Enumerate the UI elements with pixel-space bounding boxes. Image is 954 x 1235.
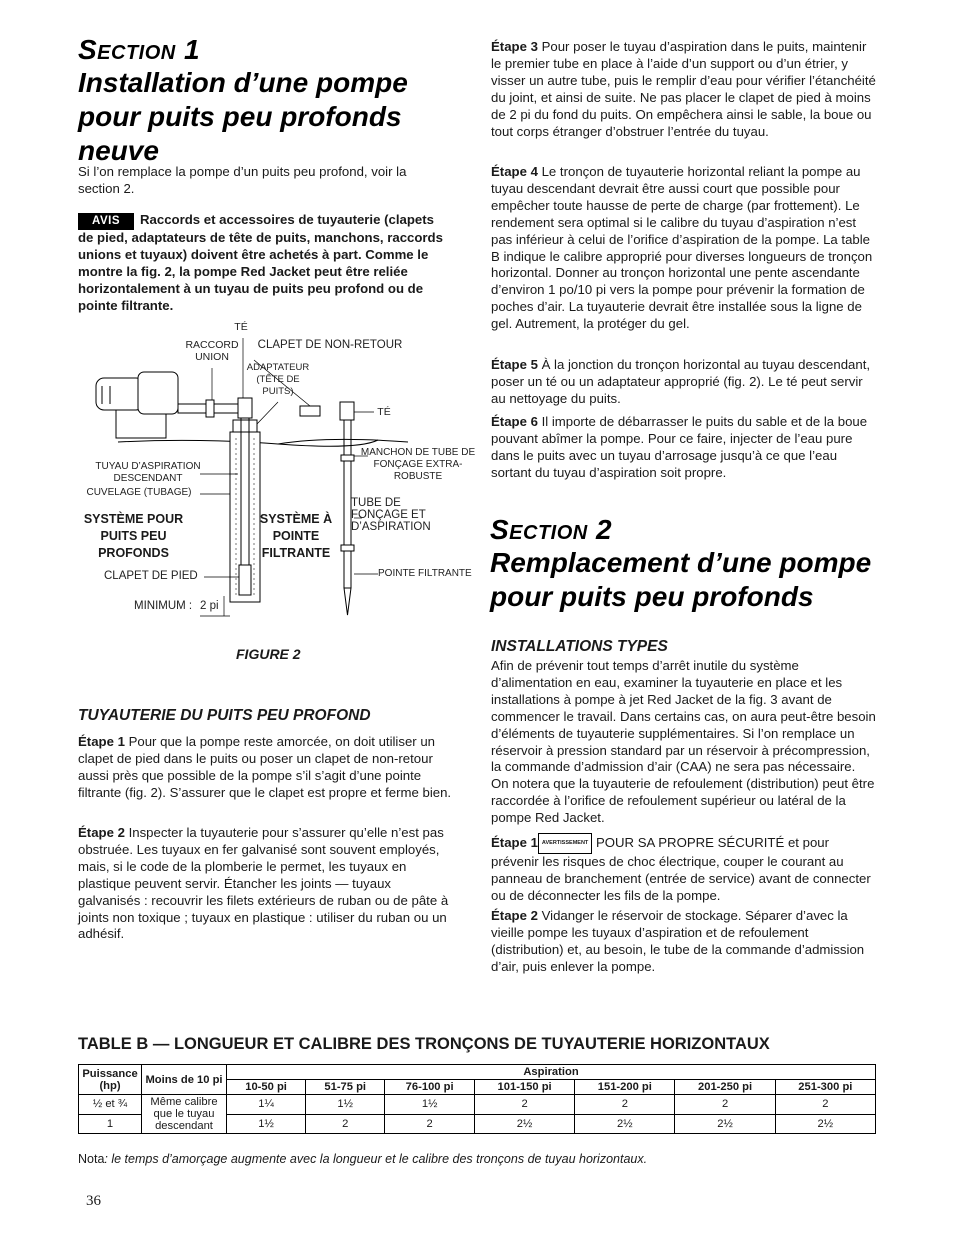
right-tee xyxy=(340,402,354,420)
table-b xyxy=(78,1064,876,1134)
cell-value: 1½ xyxy=(385,1095,475,1115)
step-text: Il importe de débarrasser le puits du sable et de la boue pouvant abîmer la pompe. Pour ce faire, injecter de l’eau pure dans le puits avec un tuyau d’arrosage jusqu’à ce que l’eau sortant du tuyau d’aspiration soit propre. xyxy=(491,414,868,480)
section1-heading xyxy=(78,34,478,168)
section2-intro: Afin de prévenir tout temps d’arrêt inutile du système d’alimentation en eau, examiner la tuyauterie en place et les installations à pompe à jet Red Jacket de la fig. 3 avant de commencer le travail. Dans certains cas, on aura peut-être besoin d’éléments de tuyauterie supplémentaires. Si l’on remplace un réservoir à pression standard par un réservoir à précompression, la commande d’admission d’air (CAA) ne sera pas nécessaire. On notera que la tuyauterie de refoulement (distribution) peut être raccordée à l’orifice de refoulement supérieur ou latéral de la pompe Red Jacket. xyxy=(491,658,876,826)
ground-line-right xyxy=(278,439,408,444)
step-text: Pour que la pompe reste amorcée, on doit utiliser un clapet de pied dans le puits ou poser un clapet de non-retour aussi près que possible de la pompe s’il s’agit d’une pointe filtrante (fig. 2). S’assurer que le clapet est propre et ferme bien. xyxy=(78,734,452,800)
col-header: 251-300 pi xyxy=(775,1080,875,1095)
step-label: Étape 5 xyxy=(491,357,538,372)
section2-kicker: Section 2 xyxy=(490,514,613,545)
avis-notice xyxy=(78,212,448,314)
tuyauterie-heading: TUYAUTERIE DU PUITS PEU PROFOND xyxy=(78,707,371,724)
cell-hp: 1 xyxy=(79,1114,142,1134)
foot-valve xyxy=(239,565,251,595)
cell-value: 2 xyxy=(306,1114,385,1134)
note-text: : le temps d’amorçage augmente avec la longueur et le calibre des tronçons de tuyau horizontaux. xyxy=(104,1152,648,1166)
label-te-top: TÉ xyxy=(234,321,248,333)
label-pointe-filtrante: POINTE FILTRANTE xyxy=(378,568,472,579)
warning-badge: AVERTISSEMENT xyxy=(538,833,592,854)
page-number: 36 xyxy=(86,1193,101,1209)
cell-value: 2½ xyxy=(575,1114,675,1134)
col-header: 151-200 pi xyxy=(575,1080,675,1095)
cell-value: 1½ xyxy=(227,1114,306,1134)
step-label: Étape 2 xyxy=(78,825,125,840)
label-cuvelage: CUVELAGE (TUBAGE) xyxy=(86,487,192,498)
label-adaptateur: ADAPTATEUR (TÊTE DE PUITS) xyxy=(246,362,310,397)
cell-hp: ½ et ¾ xyxy=(79,1095,142,1115)
step-text: Pour poser le tuyau d’aspiration dans le puits, maintenir le premier tube en place à l’aide d’un support ou d’un étrier, y visser un autre tube, puis le remplir d’eau pour vérifier l’étanchéité du joint, et ainsi de suite. Ne pas placer le clapet de pied à moins de 2 pi du fond du puits. On empêchera ainsi le sable, la boue ou tout corps étranger d’obstruer l’entrée du tuyau. xyxy=(491,39,876,139)
section1-intro: Si l’on remplace la pompe d’un puits peu profond, voir la section 2. xyxy=(78,164,407,196)
label-tube-foncage: TUBE DE FONÇAGE ET D’ASPIRATION xyxy=(351,497,431,533)
label-systeme-puits: SYSTÈME POUR PUITS PEU PROFONDS xyxy=(83,512,184,560)
col-header: 51-75 pi xyxy=(306,1080,385,1095)
section1-title-line1: Installation d’une pompe xyxy=(78,67,408,98)
tee-fitting xyxy=(238,398,252,418)
table-note xyxy=(78,1152,647,1166)
step-label: Étape 6 xyxy=(491,414,538,429)
step-text: À la jonction du tronçon horizontal au tuyau descendant, poser un té ou un adaptateur approprié (fig. 2). Le té peut servir au nettoyage du puits. xyxy=(491,357,871,406)
pump-housing xyxy=(138,372,178,414)
tuyauterie-step-1 xyxy=(78,734,453,802)
col-header: 76-100 pi xyxy=(385,1080,475,1095)
step-label: Étape 3 xyxy=(491,39,538,54)
step-text: Vidanger le réservoir de stockage. Séparer d’avec la vieille pompe les tuyaux d’aspiration et de refoulement (distribution) et, au besoin, le tube de la commande d’admission d’air, puis enlever la pompe. xyxy=(491,908,865,974)
avis-badge: AVIS xyxy=(78,213,134,230)
section2-heading xyxy=(490,514,890,614)
table-row xyxy=(79,1095,876,1115)
table-b-title: TABLE B — LONGUEUR ET CALIBRE DES TRONÇONS DE TUYAUTERIE HORIZONTAUX xyxy=(78,1035,770,1053)
check-valve xyxy=(300,406,320,416)
step-label: Étape 2 xyxy=(491,908,538,923)
step-label: Étape 4 xyxy=(491,164,538,179)
label-minimum: MINIMUM : xyxy=(134,600,193,612)
installations-types-heading: INSTALLATIONS TYPES xyxy=(491,638,668,655)
cell-value: 2 xyxy=(775,1095,875,1115)
right-step-5 xyxy=(491,357,876,408)
label-manchon: MANCHON DE TUBE DE FONÇAGE EXTRA-ROBUSTE xyxy=(360,447,476,482)
tuyauterie-step-2 xyxy=(78,825,453,943)
cell-value: 2½ xyxy=(675,1114,775,1134)
label-clapet-pied: CLAPET DE PIED xyxy=(104,570,198,582)
cell-value: 2 xyxy=(575,1095,675,1115)
col-header: 10-50 pi xyxy=(227,1080,306,1095)
cell-moins: Même calibre que le tuyau descendant xyxy=(142,1095,227,1134)
col-header: 101-150 pi xyxy=(474,1080,574,1095)
section1-kicker: Section 1 xyxy=(78,34,201,65)
header-moins: Moins de 10 pi xyxy=(142,1065,227,1095)
label-te-right: TÉ xyxy=(377,406,391,418)
cell-value: 2 xyxy=(675,1095,775,1115)
cell-value: 1½ xyxy=(306,1095,385,1115)
cell-value: 2 xyxy=(385,1114,475,1134)
table-header-row xyxy=(79,1065,876,1080)
step-text: Inspecter la tuyauterie pour s’assurer qu’elle n’est pas obstruée. Les tuyaux en fer galvanisé sont souvent employés, mais, si le code de la plomberie le permet, les tuyaux en plastique peuvent servir. Étancher les joints — tuyaux galvanisés : recouvrir les filets extérieurs de ruban ou de pâte à joints non toxique ; tuyaux en plastique : utiliser du ruban ou un adhésif. xyxy=(78,825,449,942)
label-clapet-non-retour: CLAPET DE NON-RETOUR xyxy=(257,339,403,351)
label-raccord-union: RACCORD UNION xyxy=(185,339,239,363)
section2-step-2 xyxy=(491,908,876,976)
label-minimum-value: 2 pi xyxy=(200,600,219,612)
step-label: Étape 1 xyxy=(491,834,538,850)
step-text: Le tronçon de tuyauterie horizontal reliant la pompe au tuyau descendant devrait être aussi court que possible pour empêcher toute hausse de perte de charge (par frottement). Le rendement sera optimal si le calibre du tuyau d’aspiration n’est pas inférieur à celui de l’orifice d’aspiration de la pompe. La table B indique le calibre approprié pour diverses longueurs de tronçon horizontal. Donner au tronçon horizontal une pente ascendante d’environ 1 po/10 pi vers la pompe pour prévenir la formation de poches d’air. La tuyauterie devrait être installée sous la ligne de gel. Autrement, la protéger du gel. xyxy=(491,164,873,332)
col-header: 201-250 pi xyxy=(675,1080,775,1095)
right-step-6 xyxy=(491,414,876,482)
well-point-tip xyxy=(344,588,351,615)
header-puissance: Puissance (hp) xyxy=(79,1065,142,1095)
pump-motor xyxy=(96,378,144,410)
section2-step-1 xyxy=(491,833,876,905)
step-text: POUR SA PROPRE SÉCURITÉ et pour prévenir les risques de choc électrique, couper le courant au panneau de branchement (entrée de service) avant de connecter ou de déconnecter les fils de la pompe. xyxy=(491,834,871,903)
section1-title-line3: neuve xyxy=(78,135,159,166)
figure-caption: FIGURE 2 xyxy=(236,646,301,662)
header-aspiration: Aspiration xyxy=(227,1065,876,1080)
right-step-3 xyxy=(491,39,876,140)
cell-value: 2 xyxy=(474,1095,574,1115)
right-step-4 xyxy=(491,164,876,333)
step-label: Étape 1 xyxy=(78,734,125,749)
section2-title-line1: Remplacement d’une pompe xyxy=(490,547,872,578)
label-systeme-pointe: SYSTÈME À POINTE FILTRANTE xyxy=(259,512,333,560)
union-fitting xyxy=(206,400,214,417)
cell-value: 2½ xyxy=(775,1114,875,1134)
avis-text: Raccords et accessoires de tuyauterie (clapets de pied, adaptateurs de tête de puits, manchons, raccords unions et tuyaux) doivent être achetés à part. Comme le montre la fig. 2, la pompe Red Jacket peut être reliée horizontalement à un tuyau de puits peu profond ou de pointe filtrante. xyxy=(78,212,443,313)
cell-value: 1¼ xyxy=(227,1095,306,1115)
section2-title-line2: pour puits peu profonds xyxy=(490,581,814,612)
well-adapter xyxy=(233,420,257,432)
label-tuyau-aspiration: TUYAU D’ASPIRATION DESCENDANT xyxy=(95,461,201,484)
note-label: Nota xyxy=(78,1152,105,1166)
section1-title-line2: pour puits peu profonds xyxy=(78,101,402,132)
cell-value: 2½ xyxy=(474,1114,574,1134)
